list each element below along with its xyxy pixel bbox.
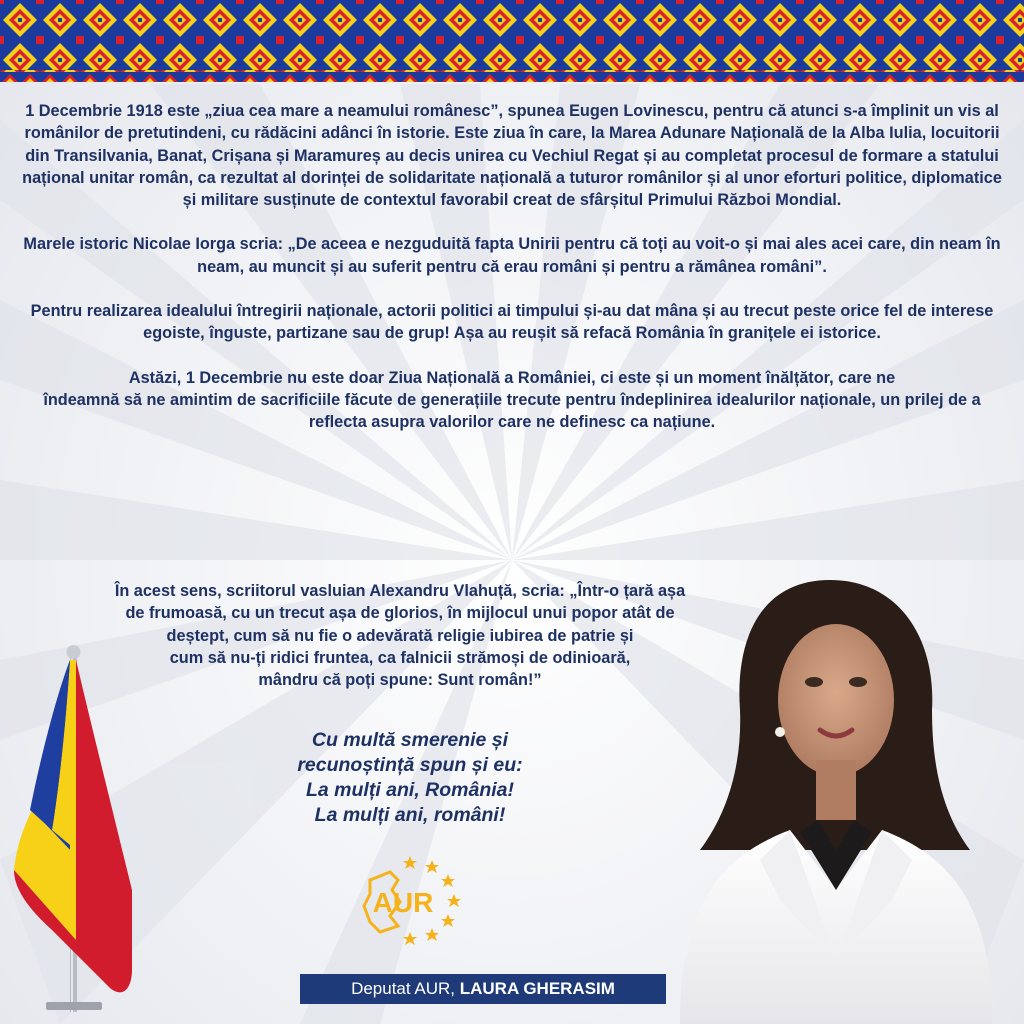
footer-banner <box>300 974 666 1004</box>
aur-logo-icon <box>340 850 490 950</box>
paragraph-3: Pentru realizarea idealului întregirii naționale, actorii politici ai timpului și-au dat mâna și au trecut peste orice fel de interese egoiste, înguste, partizane sau de grup! Așa au reușit să refacă România în granițele ei istorice. <box>30 302 994 343</box>
closing-line: Cu multă smerenie și <box>311 729 509 751</box>
closing-line: La mulți ani, România! <box>305 779 515 801</box>
logo-text: AUR <box>372 887 434 918</box>
portrait-photo <box>640 560 1024 1024</box>
footer-prefix: Deputat AUR, <box>351 979 460 998</box>
romanian-flag-icon <box>0 640 150 1020</box>
footer-name: LAURA GHERASIM <box>459 979 615 998</box>
quote-line: În acest sens, scriitorul vasluian Alexandru Vlahuță, scria: „Într-o țară așa <box>114 582 686 600</box>
paragraph-2: Marele istoric Nicolae Iorga scria: „De aceea e nezguduită fapta Unirii pentru că toți au voit-o și mai ales acei care, din neam în neam, au muncit și au suferit pentru că erau români și pentru a rămânea români”. <box>23 235 1001 276</box>
quote-line: deștept, cum să nu fie o adevărată religie iubirea de patrie și <box>166 626 634 645</box>
traditional-pattern-border <box>0 0 1024 84</box>
paragraph-4: Astăzi, 1 Decembrie nu este doar Ziua Națională a României, ci este și un moment înălțător, care ne <box>128 368 896 387</box>
quote-line: mândru că poți spune: Sunt român!” <box>258 671 542 690</box>
closing-line: La mulți ani, români! <box>314 804 506 826</box>
paragraph-1: 1 Decembrie 1918 este „ziua cea mare a neamului românesc”, spunea Eugen Lovinescu, pentru că atunci s-a împlinit un vis al românilor de pretutindeni, cu rădăcini adânci în istorie. Este ziua în care, la Marea Adunare Națională de la Alba Iulia, locuitorii din Transilvania, Banat, Crișana și Maramureș au decis unirea cu Vechiul Regat și au completat procesul de formare a statului național unitar român, ca rezultat al dorinței de solidaritate națională a tuturor românilor și al unor eforturi politice, diplomatice și militare susținute de contextul favorabil creat de sfârșitul Primului Război Mondial. <box>22 102 1002 210</box>
closing-line: recunoștință spun și eu: <box>297 754 523 776</box>
paragraph-5: îndeamnă să ne amintim de sacrificiile făcute de generațiile trecute pentru îndeplinirea idealurilor naționale, un prilej de a reflecta asupra valorilor care ne definesc ca națiune. <box>43 390 981 432</box>
quote-line: cum să nu-ți ridici fruntea, ca falnicii strămoși de odinioară, <box>169 648 631 667</box>
closing-message <box>200 728 620 828</box>
quote-line: de frumoasă, cu un trecut așa de glorios, în mijlocul unui popor atât de <box>125 604 675 623</box>
main-text <box>14 100 1010 434</box>
